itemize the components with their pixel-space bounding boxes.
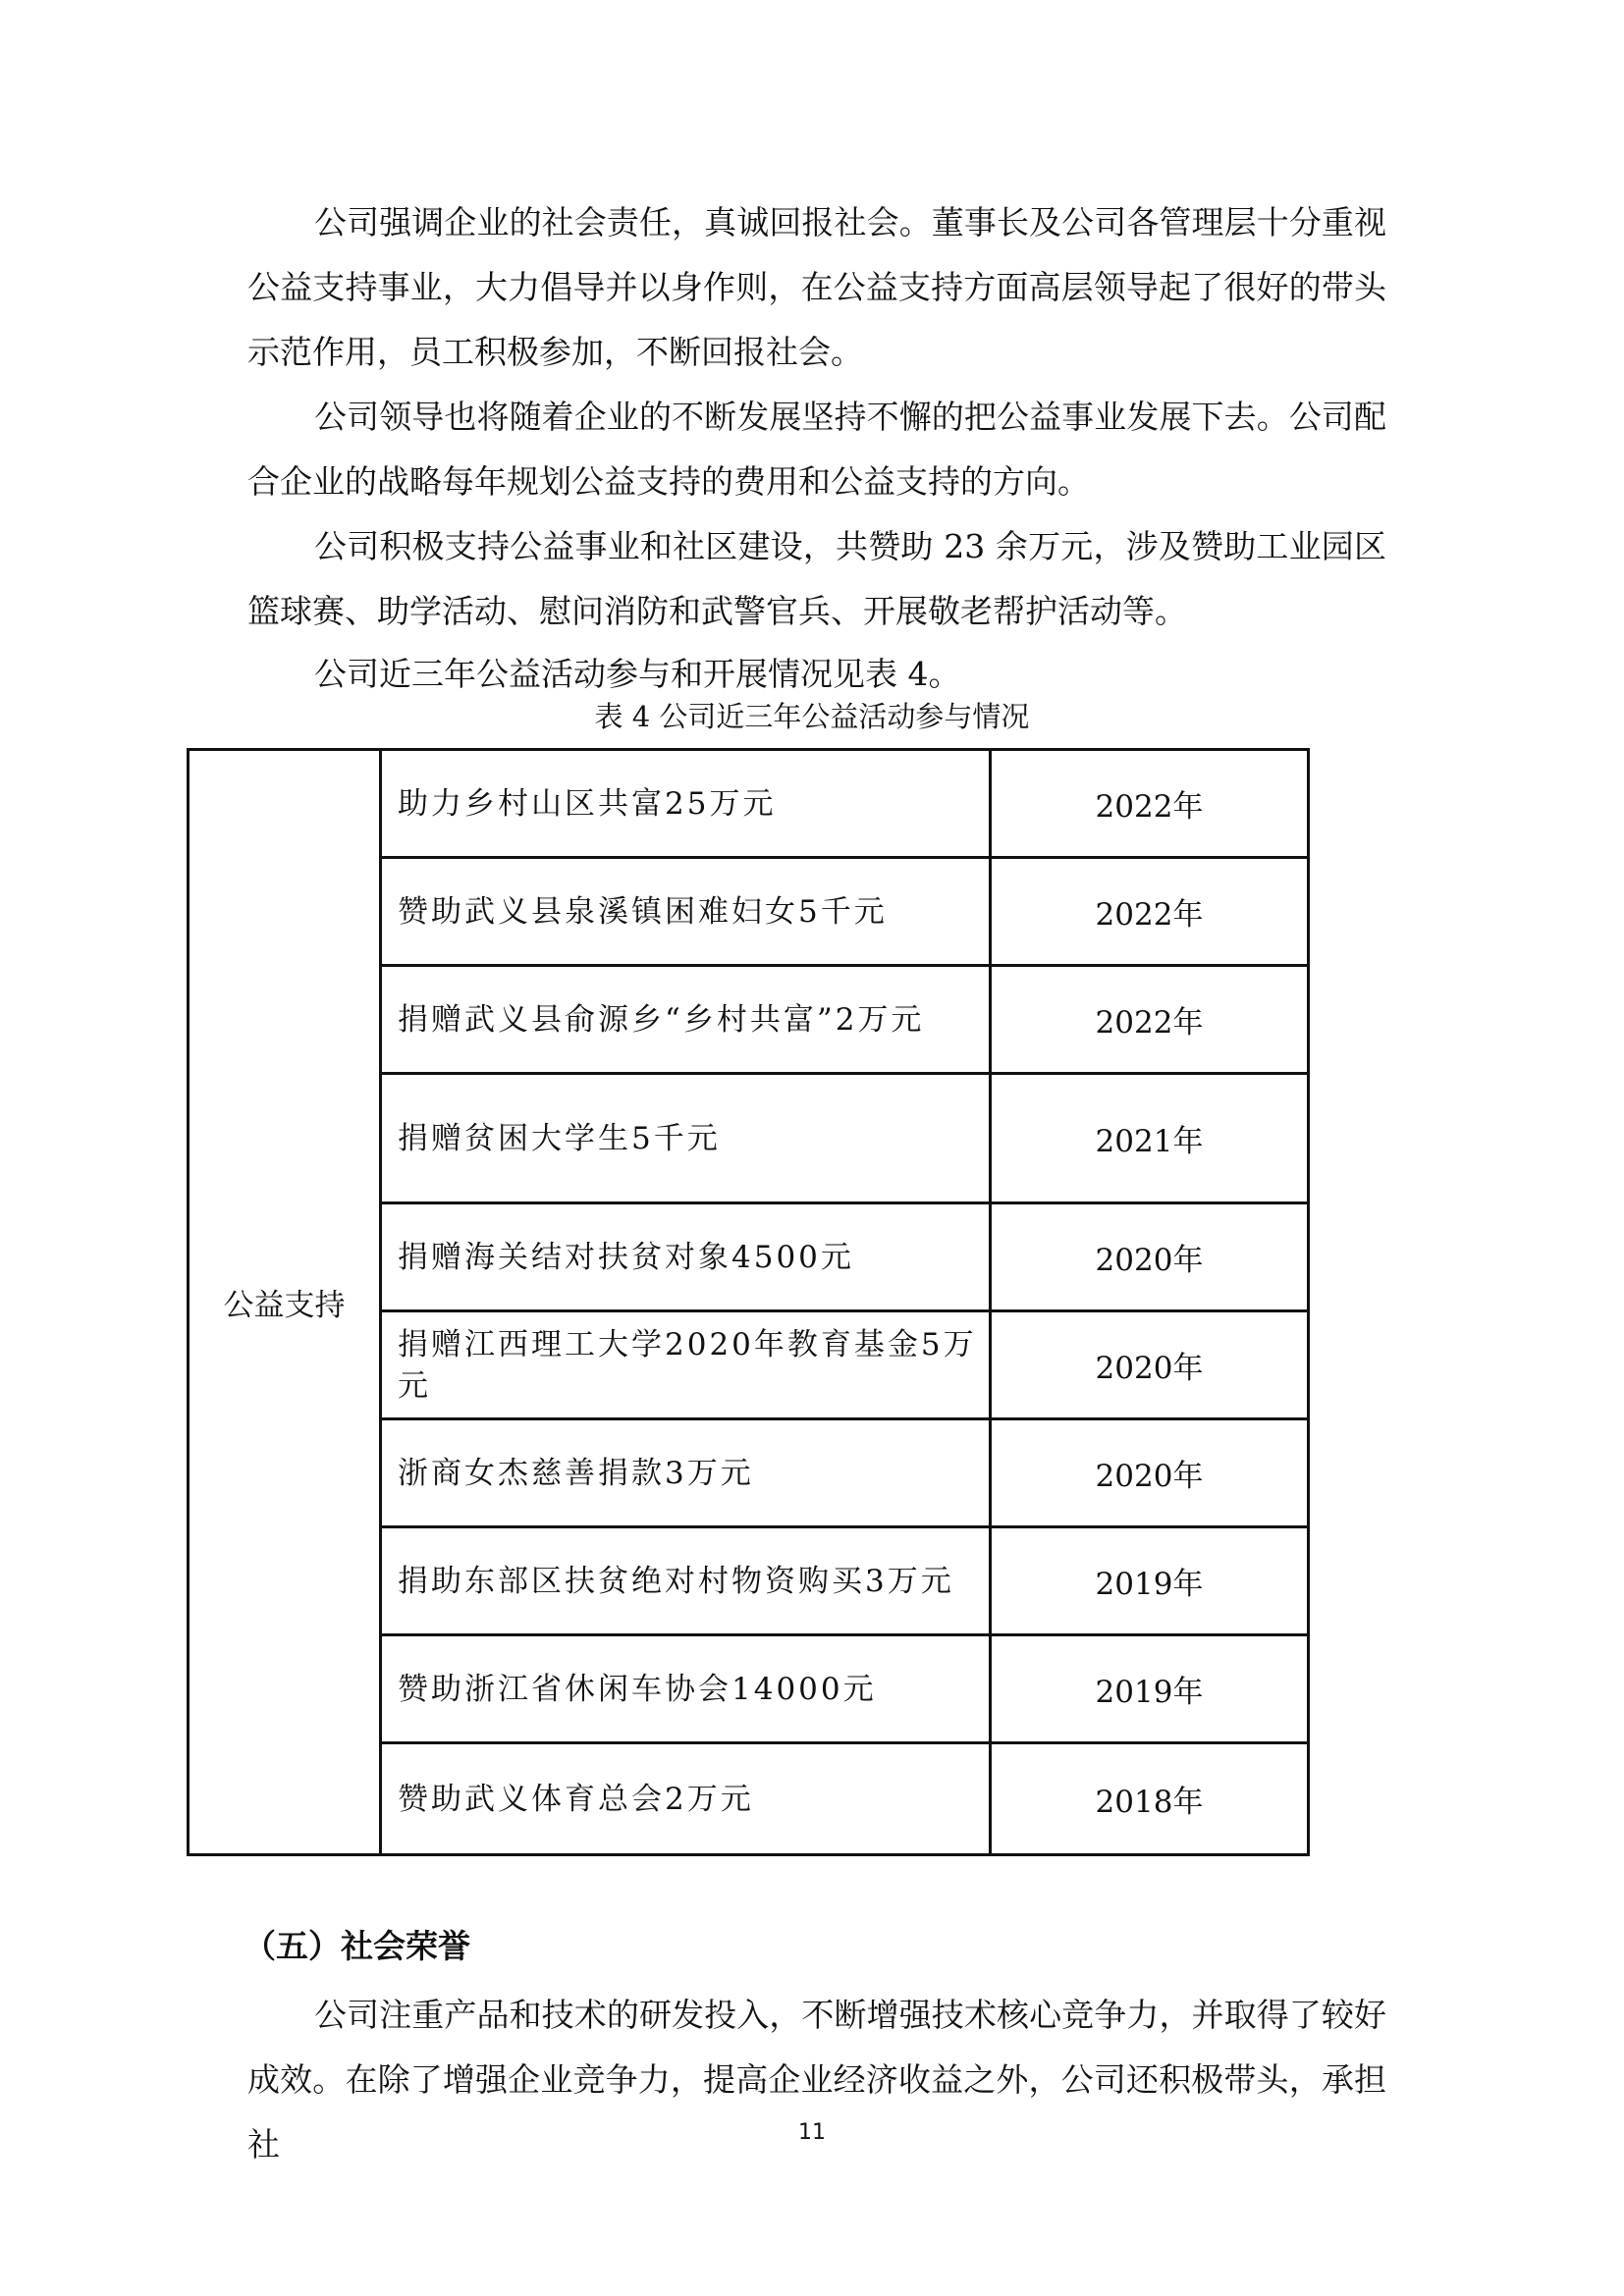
activity-cell: 浙商女杰慈善捐款3万元: [381, 1419, 991, 1527]
table-row: [189, 750, 1309, 858]
paragraph-community-support: 公司积极支持公益事业和社区建设，共赞助 23 余万元，涉及赞助工业园区篮球赛、助学活动、慰问消防和武警官兵、开展敬老帮护活动等。: [247, 527, 1386, 630]
activity-cell: 捐赠海关结对扶贫对象4500元: [381, 1203, 991, 1311]
activity-cell: 赞助武义体育总会2万元: [381, 1743, 991, 1855]
year-cell: 2022年: [991, 750, 1309, 858]
year-cell: 2022年: [991, 966, 1309, 1074]
activity-cell: 捐赠贫困大学生5千元: [381, 1074, 991, 1203]
year-cell: 2022年: [991, 858, 1309, 966]
year-cell: 2019年: [991, 1527, 1309, 1635]
page-number: 11: [798, 2120, 826, 2145]
paragraph-social-honors: 公司注重产品和技术的研发投入，不断增强技术核心竞争力，并取得了较好成效。在除了增强企业竞争力，提高企业经济收益之外，公司还积极带头，承担社: [247, 1996, 1386, 2163]
year-cell: 2018年: [991, 1743, 1309, 1855]
paragraph-leadership-commitment: 公司领导也将随着企业的不断发展坚持不懈的把公益事业发展下去。公司配合企业的战略每年规划公益支持的费用和公益支持的方向。: [247, 398, 1386, 501]
activity-cell: 赞助武义县泉溪镇困难妇女5千元: [381, 858, 991, 966]
category-cell: 公益支持: [189, 750, 381, 1855]
activity-cell: 捐助东部区扶贫绝对村物资购买3万元: [381, 1527, 991, 1635]
charity-activities-table: [187, 748, 1310, 1856]
year-cell: 2019年: [991, 1635, 1309, 1743]
year-cell: 2020年: [991, 1311, 1309, 1419]
paragraph-social-responsibility: 公司强调企业的社会责任，真诚回报社会。董事长及公司各管理层十分重视公益支持事业，大力倡导并以身作则，在公益支持方面高层领导起了很好的带头示范作用，员工积极参加，不断回报社会。: [247, 203, 1386, 371]
activity-cell: 捐赠武义县俞源乡“乡村共富”2万元: [381, 966, 991, 1074]
year-cell: 2020年: [991, 1419, 1309, 1527]
section-heading: （五）社会荣誉: [244, 1927, 470, 1965]
activity-cell: 捐赠江西理工大学2020年教育基金5万元: [381, 1311, 991, 1419]
table-caption: 表 4 公司近三年公益活动参与情况: [594, 700, 1030, 733]
activity-cell: 助力乡村山区共富25万元: [381, 750, 991, 858]
year-cell: 2020年: [991, 1203, 1309, 1311]
year-cell: 2021年: [991, 1074, 1309, 1203]
activity-cell: 赞助浙江省休闲车协会14000元: [381, 1635, 991, 1743]
paragraph-table-reference: 公司近三年公益活动参与和开展情况见表 4。: [314, 655, 961, 693]
